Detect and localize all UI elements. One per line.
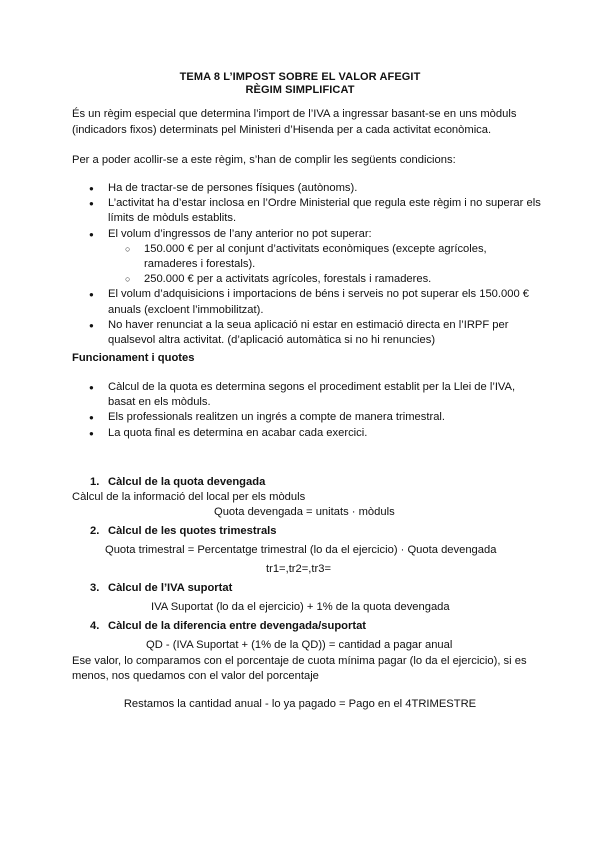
step-number: 3.: [90, 582, 100, 594]
list-item: ● El volum d’adquisicions i importacions de béns i serveis no pot superar els 150.000 € anuals (excloent l’immobilitzat).: [72, 287, 542, 317]
step4-note-line: menos, nos quedamos con el valor del porcentaje: [72, 670, 319, 682]
list-item: ● Ha de tractar-se de persones físiques (autònoms).: [72, 181, 542, 196]
step-2-heading: [90, 525, 277, 537]
sub-list-item: ○ 150.000 € per al conjunt d’activitats econòmiques (excepte agrícoles, ramaderes i forestals).: [108, 242, 542, 272]
list-item: ● L’activitat ha d’estar inclosa en l’Ordre Ministerial que regula este règim i no superar els límits de mòduls establits.: [72, 196, 542, 226]
list-item-text: El volum d’ingressos de l’any anterior no pot superar:: [108, 227, 372, 240]
intro-line: És un règim especial que determina l’import de l’IVA a ingressar basant-se en uns mòduls: [72, 108, 517, 120]
step3-formula: IVA Suportat (lo da el ejercicio) + 1% de la quota devengada: [151, 601, 450, 613]
funcionament-heading: Funcionament i quotes: [72, 352, 195, 364]
step-number: 1.: [90, 476, 100, 488]
step1-formula: Quota devengada = unitats · mòduls: [214, 506, 395, 518]
step-number: 2.: [90, 525, 100, 537]
list-item: [72, 227, 542, 288]
document-title-line1: TEMA 8 L’IMPOST SOBRE EL VALOR AFEGIT: [179, 71, 421, 83]
step-title: Càlcul de les quotes trimestrals: [108, 525, 277, 537]
list-item: ● La quota final es determina en acabar cada exercici.: [72, 426, 542, 441]
step1-description: Càlcul de la informació del local per els mòduls: [72, 491, 306, 503]
sub-list-item: ○ 250.000 € per a activitats agrícoles, forestals i ramaderes.: [108, 272, 542, 287]
step2-formula: Quota trimestral = Percentatge trimestral (lo da el ejercicio) · Quota devengada: [105, 544, 497, 556]
list-item: ● Càlcul de la quota es determina segons el procediment establit per la Llei de l’IVA, basat en els mòduls.: [72, 380, 542, 410]
sub-conditions-list: [108, 242, 542, 288]
conditions-intro: Per a poder acollir-se a este règim, s’han de complir les següents condicions:: [72, 154, 456, 166]
intro-line: (indicadors fixos) determinats pel Ministeri d’Hisenda per a cada activitat econòmica.: [72, 124, 492, 136]
funcionament-list: [72, 380, 542, 441]
step-title: Càlcul de l’IVA suportat: [108, 582, 233, 594]
step-title: Càlcul de la diferencia entre devengada/suportat: [108, 620, 367, 632]
step4-note-line: Ese valor, lo comparamos con el porcentaje de cuota mínima pagar (lo da el ejercicio), si es: [72, 655, 527, 667]
intro-paragraph: [72, 106, 542, 138]
conditions-list: [72, 181, 542, 348]
step4-formula: QD - (IVA Suportat + (1% de la QD)) = cantidad a pagar anual: [146, 639, 453, 651]
step2-quarters: tr1=,tr2=,tr3=: [266, 563, 331, 575]
final-line: Restamos la cantidad anual - lo ya pagado = Pago en el 4TRIMESTRE: [123, 698, 477, 710]
step-4-heading: [90, 620, 366, 632]
step-title: Càlcul de la quota devengada: [108, 476, 266, 488]
step-1-heading: [90, 476, 265, 488]
list-item: ● No haver renunciat a la seua aplicació ni estar en estimació directa en l’IRPF per qualsevol altra activitat. (d’aplicació automàtica si no hi renuncies): [72, 318, 542, 348]
list-item: ● Els professionals realitzen un ingrés a compte de manera trimestral.: [72, 410, 542, 425]
step-3-heading: [90, 582, 232, 594]
step-number: 4.: [90, 620, 100, 632]
document-title-line2: RÈGIM SIMPLIFICAT: [245, 84, 355, 96]
